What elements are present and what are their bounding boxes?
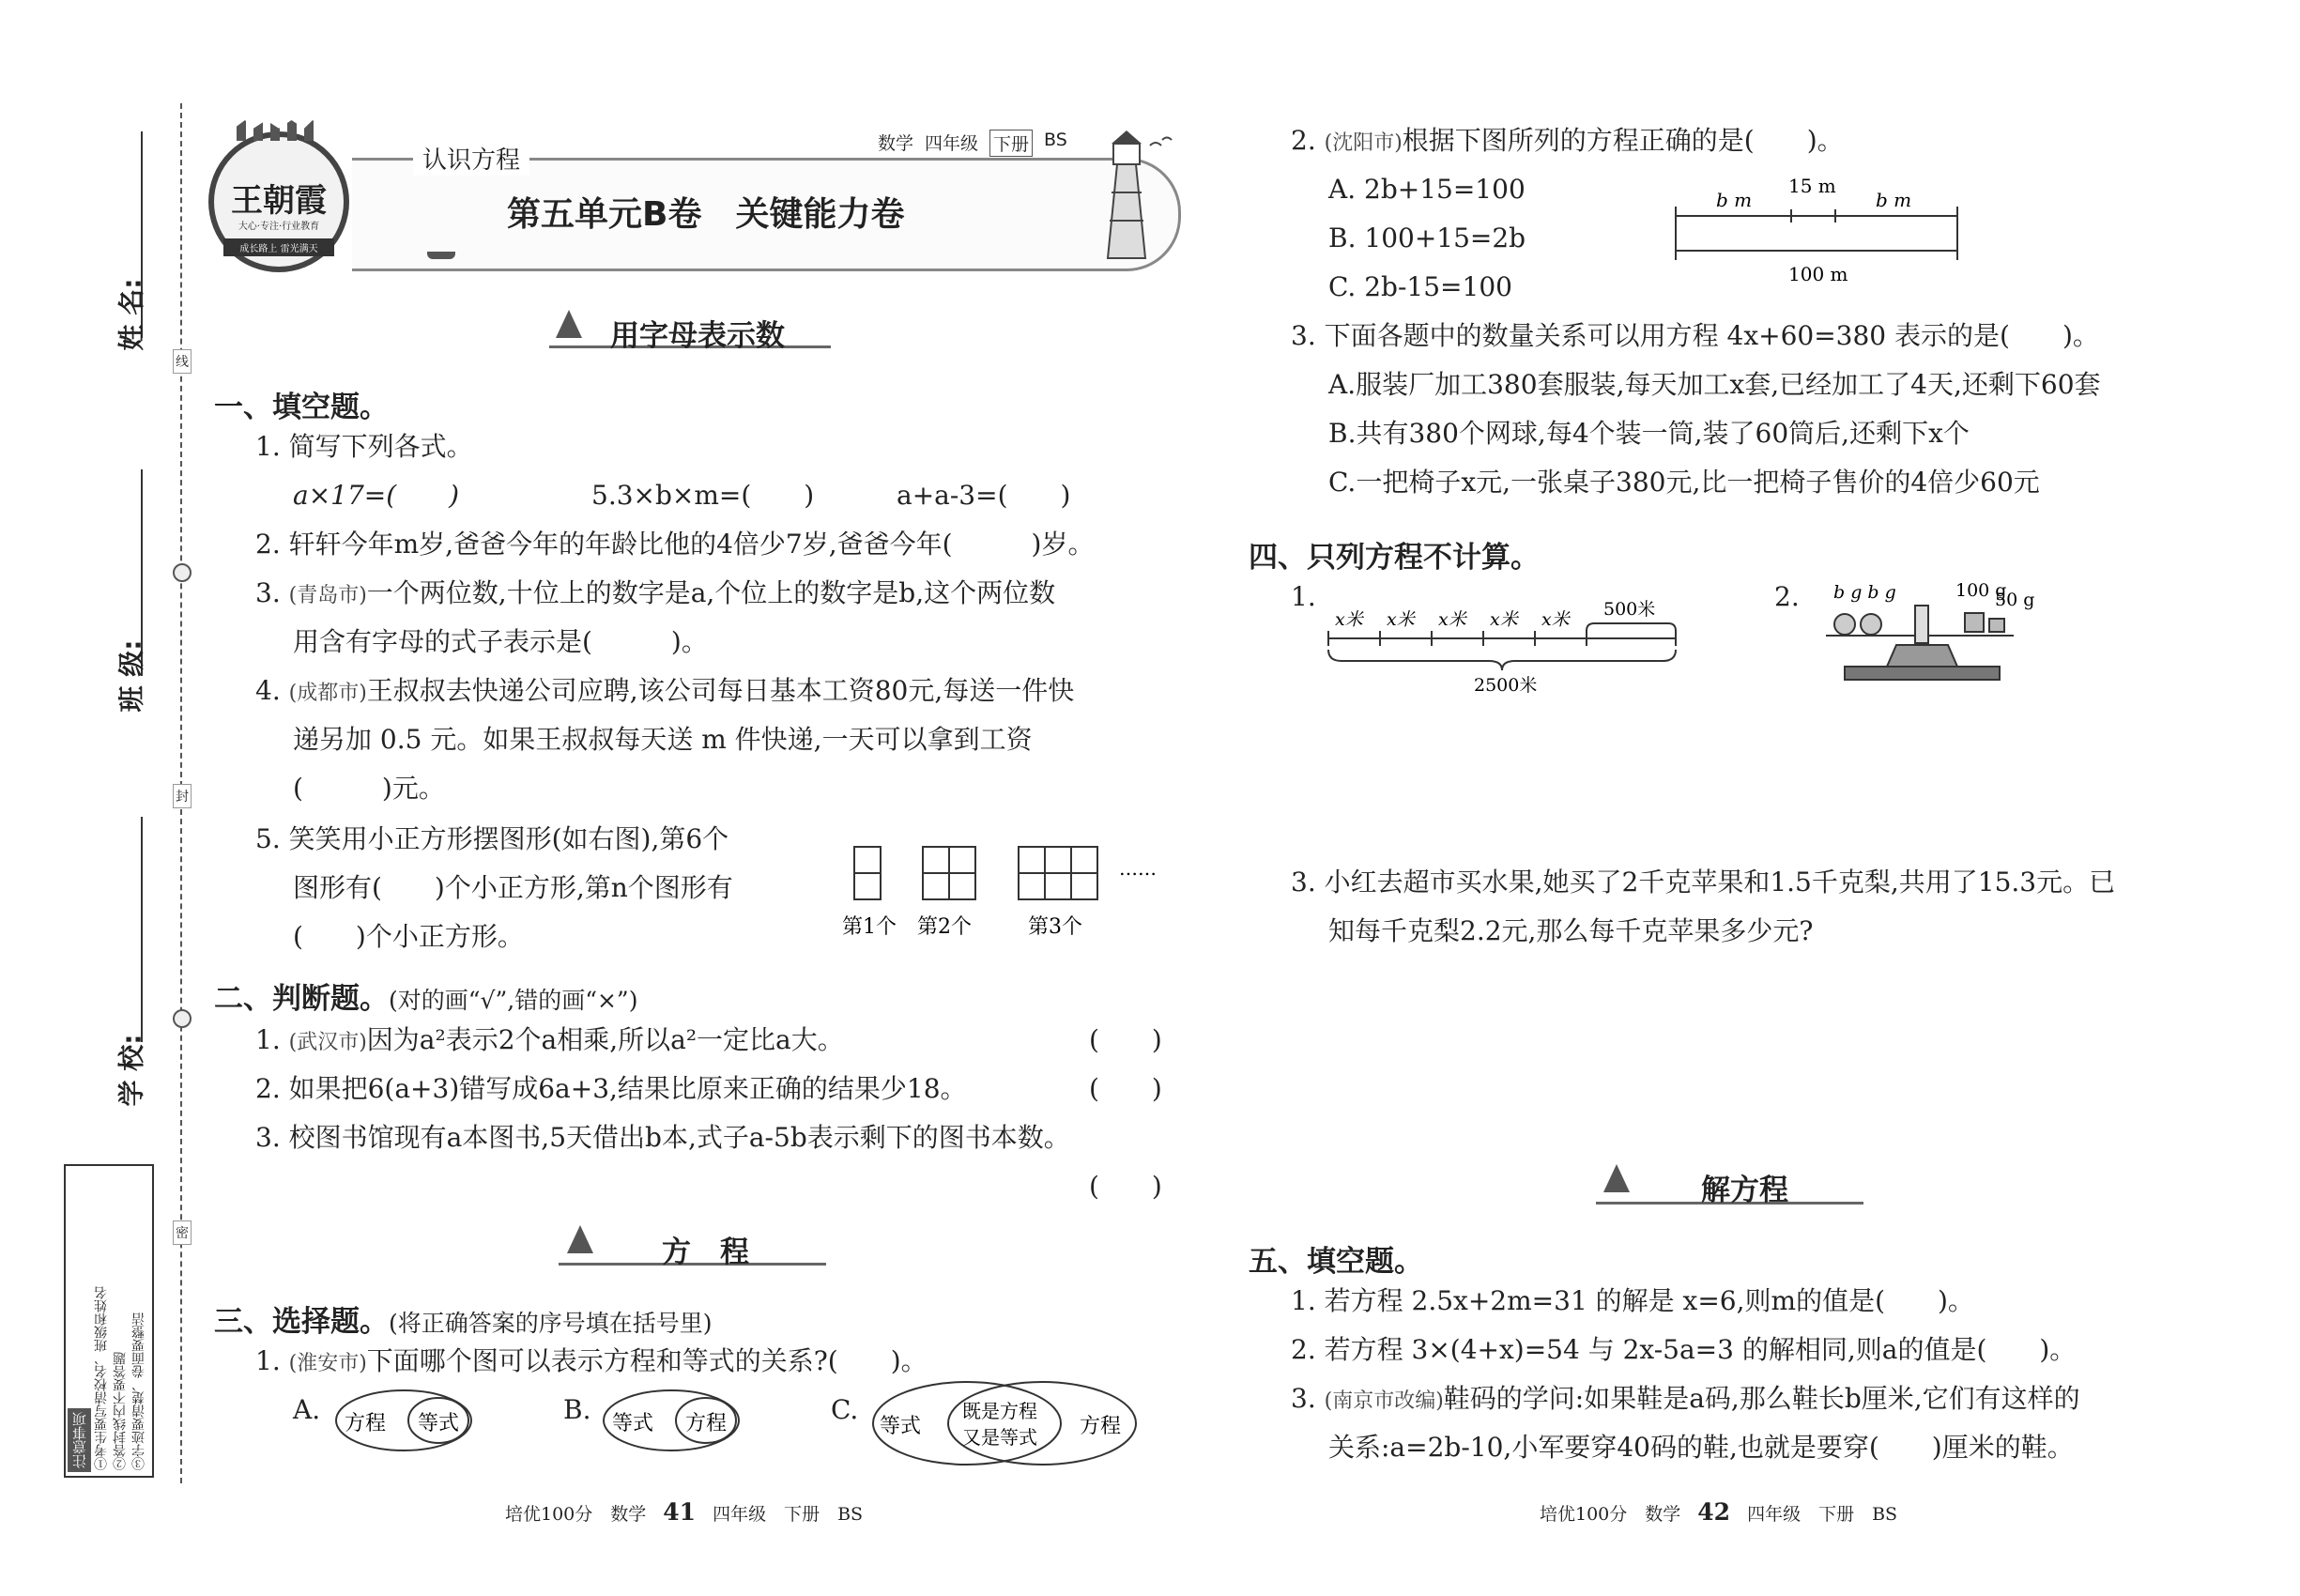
school-label: 学 校:: [115, 1034, 147, 1107]
judge-1-tag: (武汉市): [288, 1031, 367, 1054]
lighthouse-icon: [1080, 127, 1183, 268]
note-3: ③字迹要清楚、卷面要整洁: [131, 1312, 146, 1470]
p1-seg-3: x米: [1438, 609, 1466, 630]
logo-slogan: 成长路上 雷光满天: [223, 238, 334, 256]
q3-region-tag: (青岛市): [288, 584, 367, 607]
venn-a-inner: 等式: [418, 1412, 460, 1435]
venn-option-b: [601, 1388, 742, 1453]
judge-1: 1. (武汉市)因为a²表示2个a相乘,所以a²一定比a大。: [255, 1024, 844, 1055]
section-banner-letters: 用字母表示数: [610, 319, 785, 353]
q1c-expr: a+a-3=( ): [897, 480, 1071, 511]
p1-seg-2: x米: [1387, 609, 1415, 630]
q5-text: 5. 笑笑用小正方形摆图形(如右图),第6个: [255, 823, 729, 854]
q3-body: 一个两位数,十位上的数字是a,个位上的数字是b,这个两位数: [366, 577, 1056, 608]
section-2-note: (对的画“√”,错的画“×”): [389, 987, 638, 1014]
f3-text: 3. (南京市改编)鞋码的学问:如果鞋是a码,那么鞋长b厘米,它们有这样的: [1291, 1383, 2080, 1414]
r3-text: 3. 下面各题中的数量关系可以用方程 4x+60=380 表示的是( )。: [1291, 320, 2099, 351]
q4-text: 4. (成都市)王叔叔去快递公司应聘,该公司每日基本工资80元,每送一件快: [255, 675, 1075, 706]
name-label: 姓 名:: [115, 278, 147, 351]
option-a-letter: A.: [293, 1394, 321, 1425]
venn-b-outer: 等式: [612, 1412, 654, 1435]
r2-body: 根据下图所列的方程正确的是( )。: [1402, 125, 1844, 156]
venn-c-mid1: 既是方程: [962, 1400, 1037, 1422]
cut-char-1: 线: [173, 349, 192, 374]
seg-label-b1: b m: [1716, 189, 1753, 211]
footer-left-pre: 培优100分 数学: [505, 1504, 647, 1525]
option-b-letter: B.: [563, 1394, 591, 1425]
seg-label-b2: b m: [1876, 189, 1912, 211]
r3-option-c: C.一把椅子x元,一张桌子380元,比一把椅子售价的4倍少60元: [1328, 467, 2040, 498]
p2-100-label: 100 g: [1955, 580, 2007, 601]
sailboat-icon: [556, 310, 582, 338]
paper-title: 第五单元B卷 关键能力卷: [507, 195, 905, 234]
section-banner-solve: 解方程: [1701, 1174, 1788, 1207]
notes-box: [64, 1164, 154, 1478]
footer-left-page: 41: [663, 1498, 697, 1526]
q4-body: 王叔叔去快递公司应聘,该公司每日基本工资80元,每送一件快: [366, 675, 1075, 706]
meta-row: [878, 130, 1067, 157]
sailboat-icon: [567, 1225, 593, 1253]
f1-text: 1. 若方程 2.5x+2m=31 的解是 x=6,则m的值是( )。: [1291, 1285, 1974, 1316]
crown-icon: [237, 120, 321, 141]
section-3-note: (将正确答案的序号填在括号里): [389, 1310, 713, 1337]
venn-a-outer: 方程: [345, 1412, 387, 1435]
f2-text: 2. 若方程 3×(4+x)=54 与 2x-5a=3 的解相同,则a的值是( )。: [1291, 1334, 2077, 1365]
judge-1-body: 因为a²表示2个a相乘,所以a²一定比a大。: [366, 1024, 844, 1055]
section-3-heading: 三、选择题。: [214, 1305, 389, 1339]
judge-2: 2. 如果把6(a+3)错写成6a+3,结果比原来正确的结果少18。: [255, 1073, 967, 1104]
p2-50-label: 50 g: [1995, 590, 2035, 610]
section-3-title: [214, 1297, 713, 1340]
section-2-title: [214, 974, 637, 1017]
cut-char-3: 密: [173, 1220, 192, 1245]
meta-grade: 四年级: [925, 133, 979, 154]
p1-seg-5: x米: [1541, 609, 1570, 630]
q4-region-tag: (成都市): [288, 682, 367, 705]
q4-text-line3: ( )元。: [293, 773, 445, 804]
p1-seg-1: x米: [1335, 609, 1363, 630]
footer-left: [505, 1498, 863, 1526]
judge-1-paren: ( ): [1089, 1024, 1162, 1055]
r2-option-a: A. 2b+15=100: [1328, 174, 1526, 205]
r3-option-a: A.服装厂加工380套服装,每天加工x套,已经加工了4天,还剩下60套: [1328, 369, 2101, 400]
q3-text-line2: 用含有字母的式子表示是( )。: [293, 626, 708, 657]
venn-c-right: 方程: [1080, 1415, 1122, 1438]
meta-subject: 数学: [878, 133, 914, 154]
venn-b-inner: 方程: [685, 1412, 728, 1435]
f3-text-line2: 关系:a=2b-10,小军要穿40码的鞋,也就是要穿( )厘米的鞋。: [1328, 1432, 2074, 1463]
judge-3: 3. 校图书馆现有a本图书,5天借出b本,式子a-5b表示剩下的图书本数。: [255, 1122, 1070, 1153]
judge-3-paren: ( ): [1089, 1171, 1162, 1202]
sailboat-icon: [1603, 1164, 1630, 1192]
r2-tag: (沈阳市): [1324, 131, 1403, 155]
segment-diagram: [1671, 174, 1971, 286]
p1-total: 2500米: [1474, 675, 1538, 696]
q5-text-line2: 图形有( )个小正方形,第n个图形有: [293, 872, 733, 903]
choice-1: 1. (淮安市)下面哪个图可以表示方程和等式的关系?( )。: [255, 1345, 928, 1376]
logo-text: 王朝霞: [231, 182, 327, 220]
fig-label-1: 第1个: [842, 915, 897, 939]
meta-edition: BS: [1044, 130, 1067, 150]
seg-label-100: 100 m: [1788, 263, 1848, 285]
footer-right-page: 42: [1697, 1498, 1731, 1526]
option-c-letter: C.: [831, 1394, 859, 1425]
venn-option-a: [333, 1388, 474, 1453]
section-4-title: 四、只列方程不计算。: [1249, 541, 1540, 575]
p1-seg-4: x米: [1490, 609, 1518, 630]
f3-tag: (南京市改编): [1324, 1389, 1444, 1413]
p1-number: 1.: [1291, 581, 1316, 612]
p3-text-line2: 知每千克梨2.2元,那么每千克苹果多少元?: [1328, 915, 1814, 946]
topic-label: 认识方程: [413, 141, 529, 176]
q1-text: 1. 简写下列各式。: [255, 431, 473, 462]
venn-option-c: [868, 1376, 1141, 1470]
notes-title: 注意事项: [68, 1408, 91, 1472]
p1-segment-diagram: [1324, 591, 1690, 699]
p3-text: 3. 小红去超市买水果,她买了2千克苹果和1.5千克梨,共用了15.3元。已: [1291, 867, 2116, 898]
q2-text: 2. 轩轩今年m岁,爸爸今年的年龄比他的4倍少7岁,爸爸今年( )岁。: [255, 529, 1095, 560]
school-underline: [141, 817, 143, 1042]
q3-text: 3. (青岛市)一个两位数,十位上的数字是a,个位上的数字是b,这个两位数: [255, 577, 1056, 608]
ring-icon: [173, 563, 192, 582]
footer-right: [1540, 1498, 1897, 1526]
boat-icon: [427, 252, 455, 259]
judge-2-paren: ( ): [1089, 1073, 1162, 1104]
r2-text: 2. (沈阳市)根据下图所列的方程正确的是( )。: [1291, 125, 1844, 156]
choice-1-body: 下面哪个图可以表示方程和等式的关系?( )。: [366, 1345, 928, 1376]
fig-label-3: 第3个: [1028, 915, 1082, 939]
r2-option-b: B. 100+15=2b: [1328, 223, 1526, 253]
r3-option-b: B.共有380个网球,每4个装一筒,装了60筒后,还剩下x个: [1328, 418, 1970, 449]
footer-right-pre: 培优100分 数学: [1540, 1504, 1681, 1525]
meta-term: 下册: [989, 130, 1033, 157]
p1-500: 500米: [1603, 599, 1656, 620]
square-pattern-figure: [842, 845, 1169, 948]
note-1: ①考生要写清校名、班级和姓名: [94, 1286, 109, 1470]
venn-c-left: 等式: [880, 1415, 922, 1438]
seg-label-15: 15 m: [1788, 175, 1836, 197]
ring-icon: [173, 1009, 192, 1028]
logo-badge: [208, 131, 349, 272]
class-label: 班 级:: [115, 639, 147, 713]
p2-bg-label: b g b g: [1833, 582, 1896, 603]
fig-label-2: 第2个: [917, 915, 972, 939]
f3-body: 鞋码的学问:如果鞋是a码,那么鞋长b厘米,它们有这样的: [1443, 1383, 2080, 1414]
q1a-expr: a×17=( ): [293, 480, 460, 511]
section-1-title: 一、填空题。: [214, 391, 389, 424]
venn-c-mid2: 又是等式: [962, 1426, 1037, 1449]
logo-sub: 大心·专注·行业教育: [238, 222, 320, 232]
footer-left-post: 四年级 下册 BS: [713, 1504, 864, 1525]
section-2-heading: 二、判断题。: [214, 982, 389, 1016]
section-banner-equations: 方 程: [662, 1235, 749, 1269]
q5-text-line3: ( )个小正方形。: [293, 921, 524, 952]
r2-option-c: C. 2b-15=100: [1328, 271, 1512, 302]
balance-scale-figure: [1817, 577, 2061, 699]
fig-dots: ……: [1119, 857, 1157, 880]
cut-char-2: 封: [173, 784, 192, 808]
footer-right-post: 四年级 下册 BS: [1747, 1504, 1898, 1525]
choice-1-tag: (淮安市): [288, 1352, 367, 1375]
p2-number: 2.: [1774, 581, 1800, 612]
note-2: ②答封线内不要答题: [113, 1352, 128, 1470]
q4-text-line2: 递另加 0.5 元。如果王叔叔每天送 m 件快递,一天可以拿到工资: [293, 724, 1033, 755]
q1b-expr: 5.3×b×m=( ): [591, 480, 815, 511]
section-5-title: 五、填空题。: [1249, 1245, 1423, 1279]
